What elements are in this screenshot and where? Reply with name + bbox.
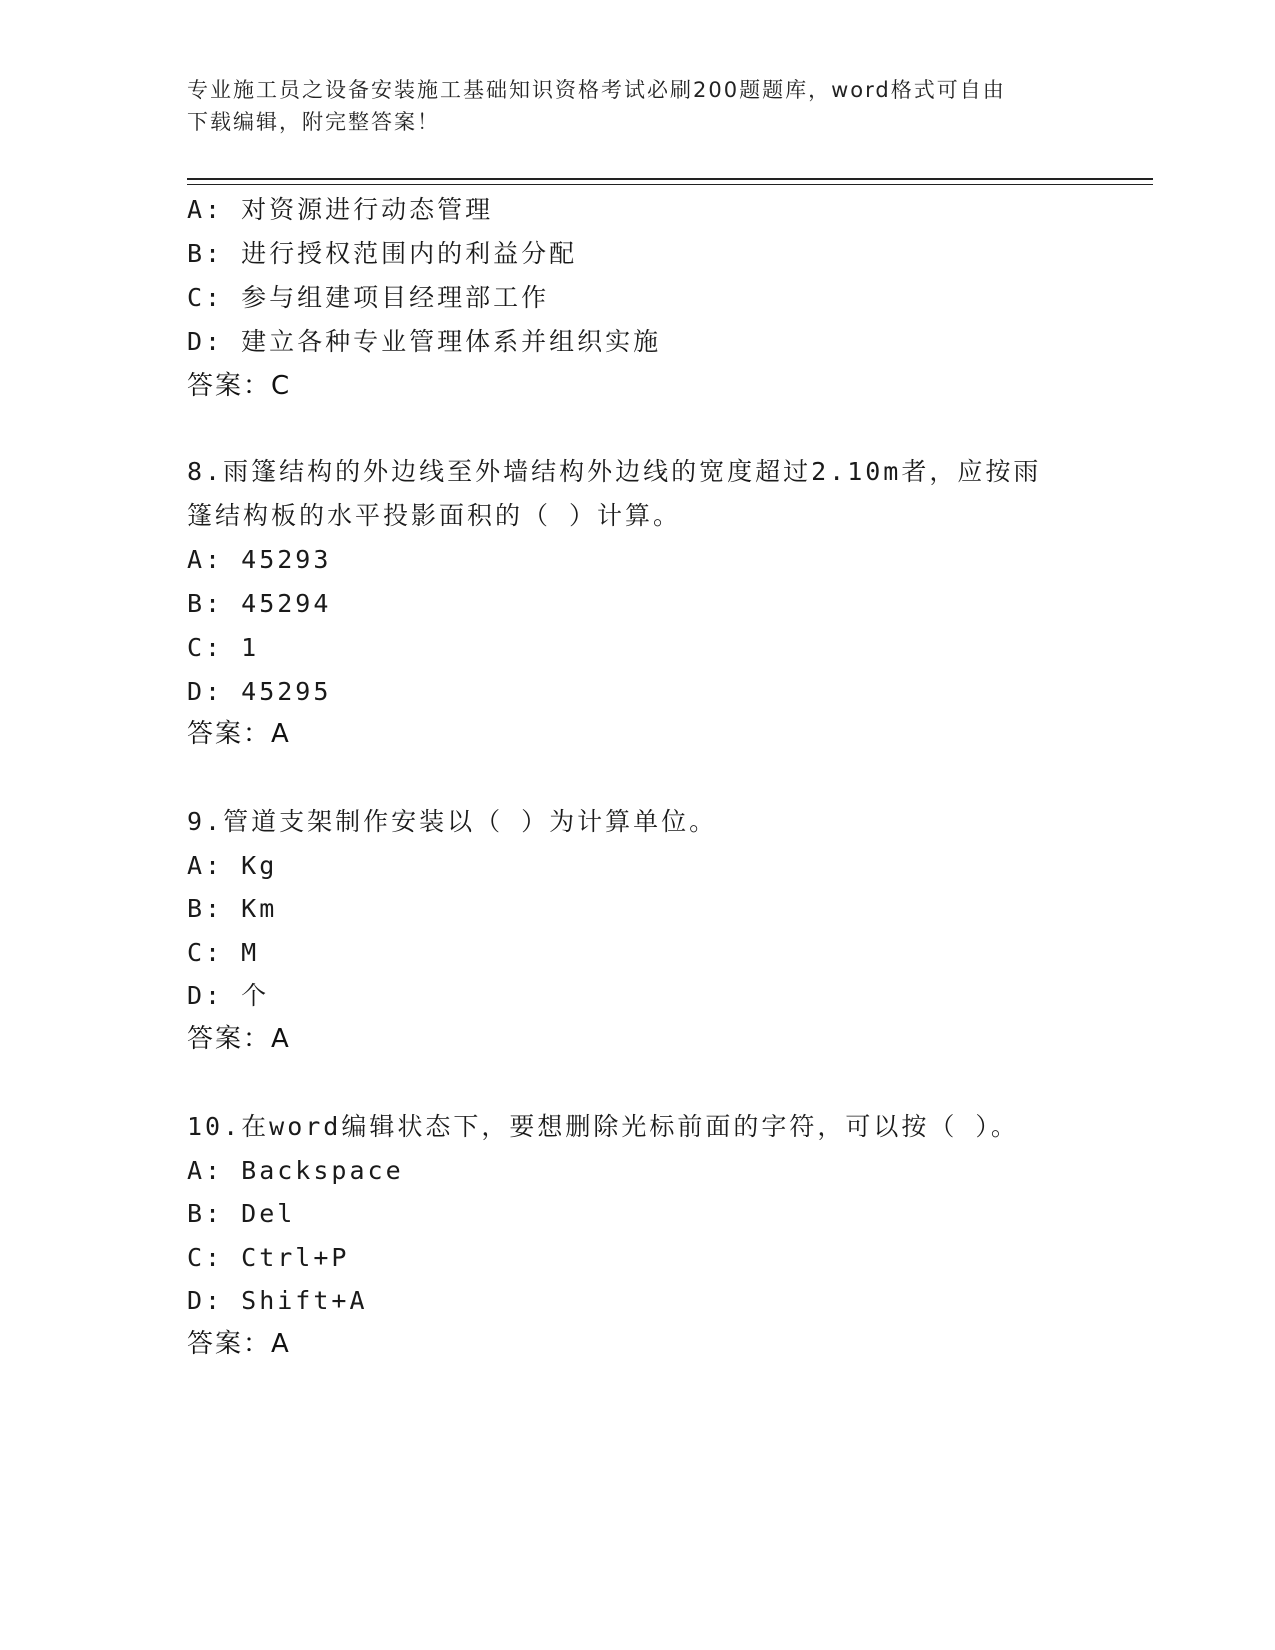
option-b: B: Km <box>187 894 278 923</box>
option-b: B: Del <box>187 1199 296 1228</box>
option-c: C: Ctrl+P <box>187 1243 350 1272</box>
option-b: B: 进行授权范围内的利益分配 <box>187 239 578 268</box>
option-c: C: 1 <box>187 633 260 662</box>
header-line-1: 专业施工员之设备安装施工基础知识资格考试必刷200题题库，word格式可自由 <box>187 78 1006 102</box>
option-a: A: Kg <box>187 851 278 880</box>
option-b: B: 45294 <box>187 589 332 618</box>
question-stem: 8.雨篷结构的外边线至外墙结构外边线的宽度超过2.10m者，应按雨 <box>187 457 1042 486</box>
document-header <box>187 74 1067 138</box>
answer-line: 答案：A <box>187 719 291 749</box>
question-stem-continued: 篷结构板的水平投影面积的（ ）计算。 <box>187 501 682 530</box>
question-stem: 10.在word编辑状态下，要想删除光标前面的字符，可以按（ ）。 <box>187 1112 1019 1141</box>
option-d: D: 45295 <box>187 677 332 706</box>
option-d: D: Shift+A <box>187 1286 368 1315</box>
option-c: C: 参与组建项目经理部工作 <box>187 283 550 312</box>
answer-line: 答案：A <box>187 1024 291 1054</box>
option-d: D: 建立各种专业管理体系并组织实施 <box>187 327 662 356</box>
answer-line: 答案：C <box>187 371 292 401</box>
header-line-2: 下载编辑，附完整答案！ <box>187 110 440 134</box>
option-c: C: M <box>187 938 260 967</box>
option-a: A: Backspace <box>187 1156 404 1185</box>
option-a: A: 对资源进行动态管理 <box>187 195 494 224</box>
header-divider-thick <box>187 178 1153 180</box>
option-d: D: 个 <box>187 981 270 1010</box>
option-a: A: 45293 <box>187 545 332 574</box>
question-stem: 9.管道支架制作安装以（ ）为计算单位。 <box>187 807 718 836</box>
answer-line: 答案：A <box>187 1329 291 1359</box>
header-divider-thin <box>187 184 1153 185</box>
